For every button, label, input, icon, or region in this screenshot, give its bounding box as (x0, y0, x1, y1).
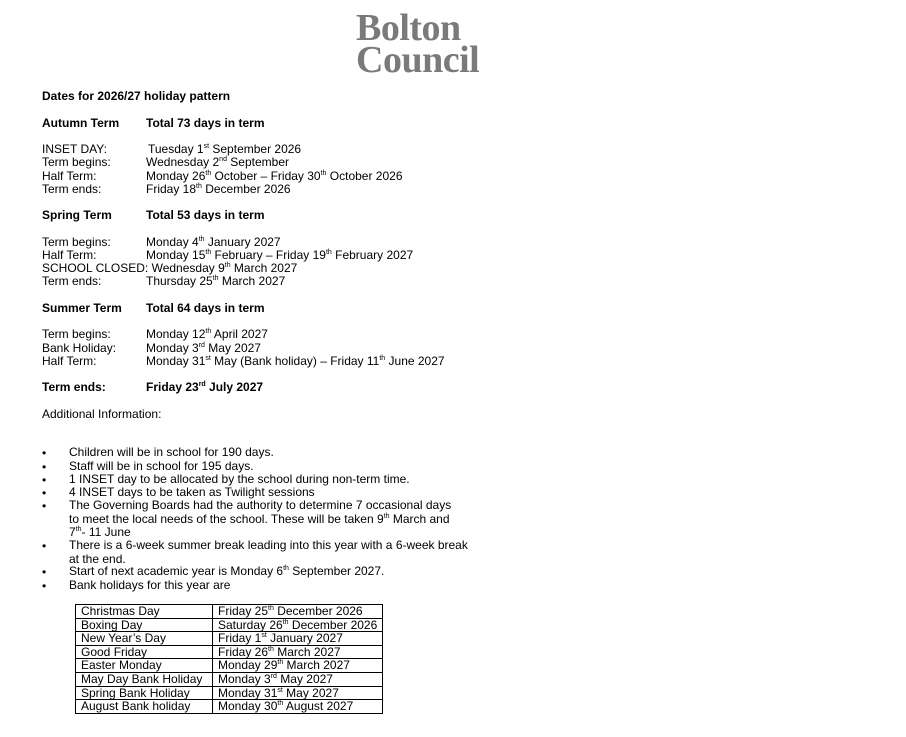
document-heading: Dates for 2026/27 holiday pattern (42, 89, 231, 103)
table-row (76, 645, 383, 659)
spring-begins-value (146, 235, 281, 249)
text-part: Monday 29 (218, 658, 278, 673)
holiday-name: Good Friday (76, 645, 213, 659)
text-part: March 2027 (273, 644, 341, 659)
text-part: February 2027 (331, 248, 414, 262)
text-part: May 2027 (282, 685, 339, 700)
text-part: Monday 4 (146, 235, 199, 249)
bullet-marker: • (42, 460, 47, 474)
text-part: Friday 26 (218, 644, 269, 659)
text-part: Monday 26 (146, 169, 206, 183)
autumn-begins-value (146, 155, 289, 169)
holiday-date (213, 605, 383, 619)
text-part: The Governing Boards had the authority to determine 7 occasional days to meet the local needs of the school. These will be taken 9 (69, 498, 452, 526)
bolton-council-logo (356, 7, 480, 81)
autumn-begins-label: Term begins: (42, 155, 111, 169)
text-part: March 2027 (218, 274, 286, 288)
ordinal-suffix: rd (198, 342, 205, 349)
ordinal-suffix: th (325, 249, 332, 256)
text-part: March 2027 (230, 261, 298, 275)
text-part: April 2027 (211, 327, 268, 341)
ordinal-suffix: st (277, 686, 283, 694)
spring-term-total: Total 53 days in term (146, 208, 265, 222)
text-part: January 2027 (204, 235, 281, 249)
ordinal-suffix: th (320, 170, 327, 177)
summer-bank-label: Bank Holiday: (42, 341, 117, 355)
summer-ends-value (146, 380, 263, 394)
bullet-item: Bank holidays for this year are (69, 578, 231, 592)
logo-line-2: Council (356, 39, 480, 81)
holiday-date (213, 645, 383, 659)
holiday-date (213, 618, 383, 632)
ordinal-suffix: th (383, 512, 390, 520)
autumn-half-label: Half Term: (42, 169, 97, 183)
autumn-inset-value (148, 142, 301, 156)
text-part: Saturday 26 (218, 617, 283, 632)
text-part: August 2027 (283, 699, 354, 714)
bank-holidays-table (75, 604, 383, 714)
bullet-item (69, 499, 464, 540)
summer-begins-value (146, 327, 268, 341)
summer-term-title: Summer Term (42, 301, 122, 315)
table-row (76, 659, 383, 673)
bullet-marker: • (42, 565, 47, 579)
text-part: Monday 30 (218, 699, 278, 714)
holiday-name: May Day Bank Holiday (76, 672, 213, 686)
ordinal-suffix: st (205, 355, 211, 362)
text-part: July 2027 (205, 380, 264, 394)
text-part: September 2027. (288, 564, 385, 578)
autumn-ends-value (146, 182, 291, 196)
text-part: January 2027 (266, 631, 343, 646)
ordinal-suffix: th (277, 700, 284, 708)
bullet-marker: • (42, 579, 47, 593)
logo-line-1: Bolton (356, 7, 461, 49)
text-part: Monday 12 (146, 327, 206, 341)
text-part: Start of next academic year is Monday 6 (69, 564, 284, 578)
spring-closed-label: SCHOOL CLOSED: (42, 261, 149, 275)
text-part: Monday 15 (146, 248, 206, 262)
holiday-date (213, 632, 383, 646)
bullet-item (69, 565, 469, 579)
ordinal-suffix: th (205, 249, 212, 256)
bullet-item: Staff will be in school for 195 days. (69, 459, 254, 473)
text-part: May (Bank holiday) – Friday 11 (210, 354, 380, 368)
text-part: December 2026 (288, 617, 378, 632)
text-part: September 2026 (209, 142, 302, 156)
spring-half-label: Half Term: (42, 248, 97, 262)
spring-half-value (146, 248, 413, 262)
autumn-ends-label: Term ends: (42, 182, 102, 196)
spring-ends-label: Term ends: (42, 274, 102, 288)
holiday-date (213, 672, 383, 686)
summer-ends-label: Term ends: (42, 380, 106, 394)
text-part: May 2027 (276, 671, 333, 686)
bullet-item: There is a 6-week summer break leading into this year with a 6-week break at the end. (69, 538, 468, 566)
summer-half-value (146, 354, 445, 368)
text-part: March and 7 (69, 511, 450, 539)
ordinal-suffix: rd (198, 381, 206, 388)
summer-bank-value (146, 341, 261, 355)
additional-info-label: Additional Information: (42, 407, 162, 421)
text-part: October – Friday 30 (211, 169, 321, 183)
spring-closed-row (42, 261, 297, 275)
bullet-item: 1 INSET day to be allocated by the school during non-term time. (69, 472, 410, 486)
ordinal-suffix: th (268, 605, 274, 612)
bullet-item: 4 INSET days to be taken as Twilight sessions (69, 485, 315, 499)
holiday-name: Spring Bank Holiday (76, 686, 213, 700)
holiday-date (213, 686, 383, 700)
text-part: Thursday 25 (146, 274, 213, 288)
summer-half-label: Half Term: (42, 354, 97, 368)
autumn-half-value (146, 169, 403, 183)
ordinal-suffix: th (196, 183, 202, 190)
ordinal-suffix: th (283, 565, 289, 572)
summer-term-total: Total 64 days in term (146, 301, 265, 315)
bullet-marker: • (42, 486, 47, 500)
bullet-item: Children will be in school for 190 days. (69, 445, 274, 459)
holiday-name: August Bank holiday (76, 700, 213, 714)
ordinal-suffix: th (282, 618, 289, 626)
text-part: Friday 25 (218, 604, 269, 618)
ordinal-suffix: th (212, 275, 219, 282)
text-part: September (226, 155, 290, 169)
ordinal-suffix: th (268, 645, 274, 653)
text-part: December 2026 (201, 182, 291, 196)
text-part: Friday 1 (218, 631, 262, 646)
holiday-name: Boxing Day (76, 618, 213, 632)
text-part: Monday 31 (146, 354, 206, 368)
text-part: Monday 3 (146, 341, 199, 355)
text-part: Tuesday 1 (148, 142, 204, 156)
ordinal-suffix: th (75, 526, 82, 533)
spring-term-title: Spring Term (42, 208, 112, 222)
table-row (76, 686, 383, 700)
text-part: Monday 31 (218, 685, 278, 700)
text-part: February – Friday 19 (211, 248, 326, 262)
spring-begins-label: Term begins: (42, 235, 111, 249)
bullet-marker: • (42, 473, 47, 487)
table-row (76, 672, 383, 686)
text-part: March 2027 (283, 658, 350, 673)
text-part: December 2026 (273, 604, 363, 618)
autumn-term-title: Autumn Term (42, 116, 120, 130)
text-part: October 2026 (326, 169, 403, 183)
holiday-name: New Year’s Day (76, 632, 213, 646)
text-part: Monday 3 (218, 671, 271, 686)
text-part: Friday 18 (146, 182, 197, 196)
holiday-name: Easter Monday (76, 659, 213, 673)
ordinal-suffix: th (205, 328, 212, 335)
text-part: - 11 June (81, 525, 131, 539)
text-part: Wednesday 2 (146, 155, 220, 169)
text-part: Friday 23 (146, 380, 199, 394)
ordinal-suffix: th (379, 355, 386, 362)
autumn-inset-label: INSET DAY: (42, 142, 107, 156)
bullet-marker: • (42, 539, 47, 553)
bullet-marker: • (42, 446, 47, 460)
ordinal-suffix: st (203, 143, 210, 150)
holiday-name: Christmas Day (76, 605, 213, 619)
table-row (76, 618, 383, 632)
spring-ends-value (146, 274, 285, 288)
ordinal-suffix: th (205, 170, 212, 177)
table-row (76, 632, 383, 646)
ordinal-suffix: th (224, 262, 231, 269)
text-part: May 2027 (204, 341, 261, 355)
bullet-marker: • (42, 499, 47, 513)
summer-begins-label: Term begins: (42, 327, 111, 341)
ordinal-suffix: rd (270, 672, 277, 680)
table-row (76, 700, 383, 714)
ordinal-suffix: th (277, 659, 284, 667)
holiday-date (213, 659, 383, 673)
ordinal-suffix: nd (219, 156, 227, 163)
text-part: Wednesday 9 (148, 261, 225, 275)
ordinal-suffix: st (261, 632, 267, 640)
text-part: June 2027 (385, 354, 445, 368)
autumn-term-total: Total 73 days in term (146, 116, 265, 130)
holiday-date (213, 700, 383, 714)
table-row (76, 605, 383, 619)
ordinal-suffix: th (198, 236, 205, 243)
